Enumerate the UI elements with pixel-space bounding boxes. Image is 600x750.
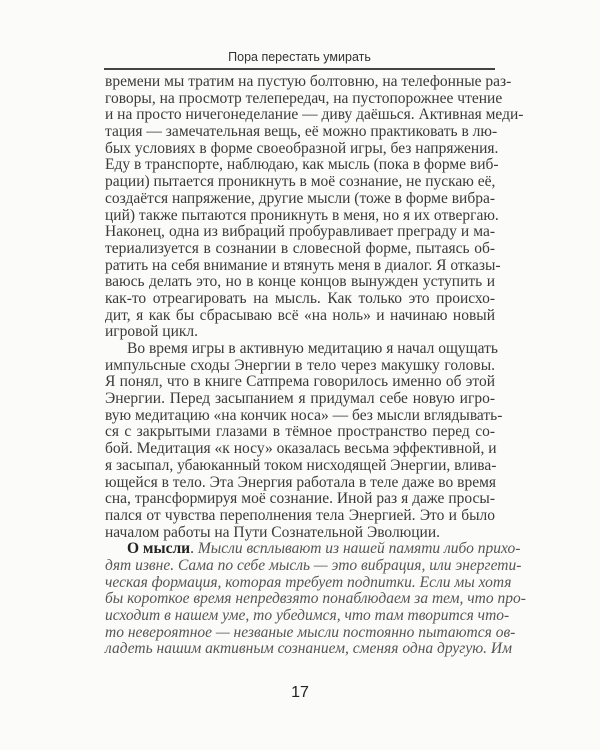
text-line: ваюсь делать это, но в конце концов вынужден уступить и: [105, 273, 495, 291]
page-body: [105, 73, 526, 658]
text-line: рации) пытается проникнуть в моё сознание, не пускаю её,: [105, 173, 496, 191]
text-line: ческая формация, которая требует подпитки. Если мы хотя: [105, 573, 512, 591]
header-rule: [104, 68, 495, 70]
text-line: бых условиях в форме своеобразной игры, без напряжения.: [105, 139, 499, 157]
text-line: Я понял, что в книге Сатпрема говорилось именно об этой: [105, 373, 495, 391]
text-line: сна, трансформируя моё сознание. Иной раз я даже просы-: [105, 490, 495, 508]
text-line: дят извне. Сама по себе мысль — это вибрация, или энергети-: [105, 556, 522, 574]
text-line: тация — замечательная вещь, её можно практиковать в лю-: [105, 123, 498, 141]
section-lead: О мысли: [127, 540, 191, 558]
text-line: бы короткое время непредвзято понаблюдаем за тем, что про-: [105, 590, 526, 608]
text-line: ющейся в тело. Эта Энергия работала в теле даже во время: [105, 473, 497, 491]
text-line: Наконец, одна из вибраций пробуравливает преграду и ма-: [105, 223, 495, 241]
paragraph-3: [105, 540, 526, 658]
paragraph-2: [105, 340, 503, 541]
text-line: времени мы тратим на пустую болтовню, на телефонные раз-: [105, 73, 512, 90]
text-line: ций) также пытаются проникнуть в меня, но я их отвергаю.: [105, 206, 499, 224]
text-line: как-то отреагировать на мысль. Как только это происхо-: [105, 289, 495, 307]
text-line: импульсные сходы Энергии в тело через макушку головы.: [105, 356, 495, 374]
lead-punctuation: .: [190, 540, 194, 558]
text-line: териализуется в сознании в словесной форме, пытаясь об-: [105, 239, 495, 257]
text-line: пался от чувства переполнения тела Энергией. Это и было: [105, 506, 495, 524]
text-line: то невероятное — незваные мысли постоянно пытаются ов-: [105, 623, 516, 641]
text-line: Энергии. Перед засыпанием я придумал себе новую игро-: [105, 390, 495, 408]
paragraph-1: [105, 73, 524, 341]
text-line: игровой цикл.: [105, 323, 199, 341]
text-line: ся с закрытыми глазами в тёмное пространство перед со-: [105, 423, 495, 441]
text-line: исходит в нашем уме, то убедимся, что там творится что-: [105, 607, 510, 624]
text-line: вую медитацию «на кончик носа» — без мысли вглядывать-: [105, 406, 503, 424]
text-line: [105, 540, 521, 558]
text-line: Еду в транспорте, наблюдаю, как мысль (пока в форме виб-: [105, 156, 499, 174]
text-line: дит, я как бы сбрасываю всё «на ноль» и начинаю новый: [105, 306, 495, 324]
text-line: началом работы на Пути Сознательной Эволюции.: [105, 523, 441, 541]
text-line: бой. Медитация «к носу» оказалась весьма эффективной, и: [105, 440, 497, 458]
text-line: создаётся напряжение, другие мысли (тоже в форме вибра-: [105, 189, 496, 207]
text-line: Во время игры в активную медитацию я начал ощущать: [127, 340, 498, 357]
running-header: Пора перестать умирать: [228, 50, 371, 64]
text-line: говоры, на просмотр телепередач, на пустопорожнее чтение: [105, 89, 503, 107]
text-line: и на просто ничегонеделание — диву даёшься. Активная меди-: [105, 106, 524, 124]
text-line: ратить на себя внимание и втянуть меня в диалог. Я отказы-: [105, 256, 501, 274]
page-number: 17: [291, 684, 309, 701]
lead-text: Мысли всплывают из нашей памяти либо прихо-: [197, 540, 521, 558]
text-line: ладеть нашим активным сознанием, сменяя одна другую. Им: [105, 640, 512, 658]
text-line: я засыпал, убаюканный током нисходящей Энергии, влива-: [105, 456, 497, 474]
